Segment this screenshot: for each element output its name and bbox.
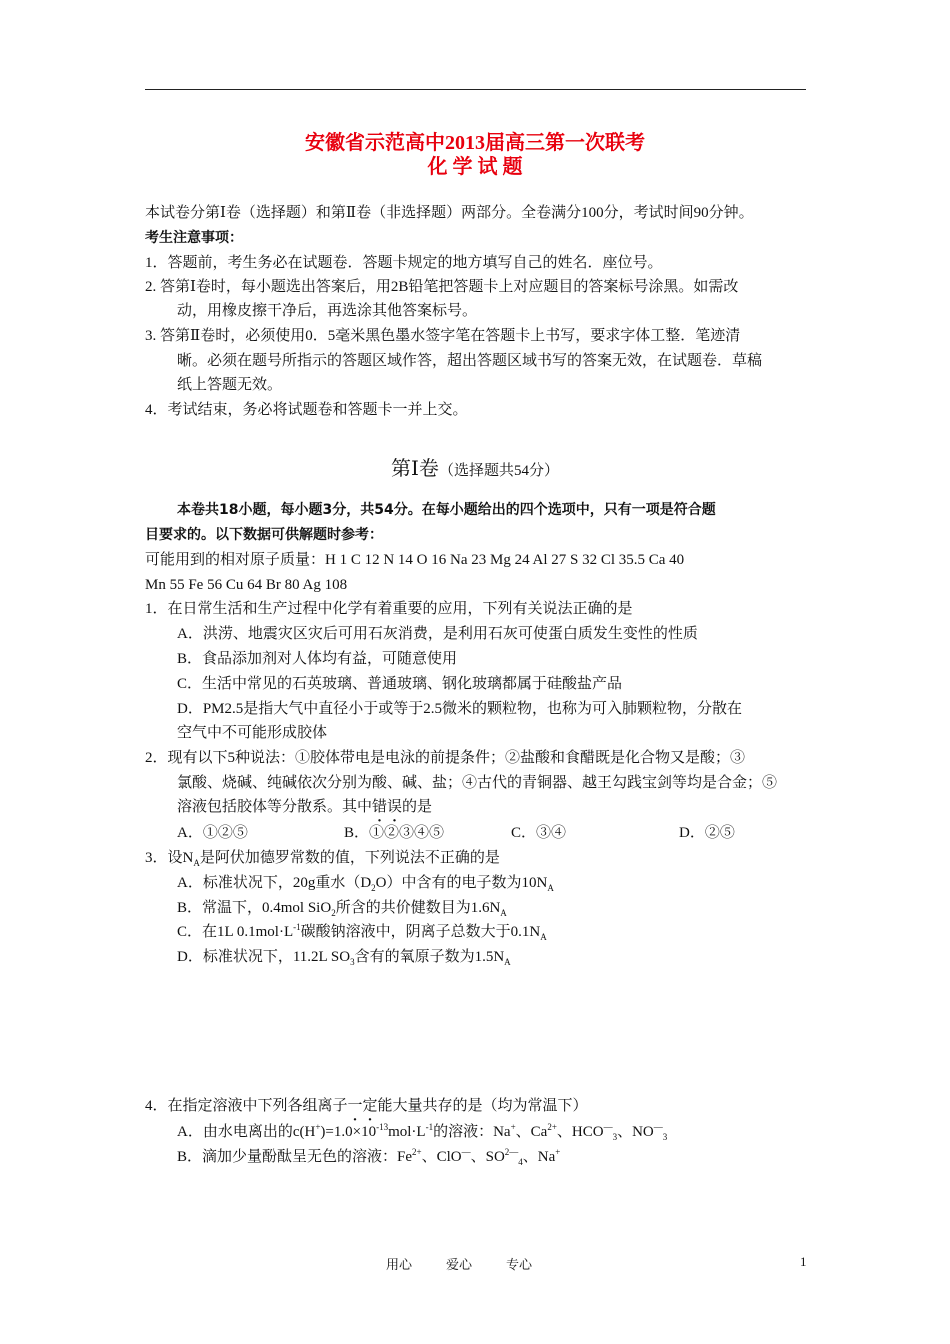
- exam-title: 安徽省示范高中2013届高三第一次联考: [305, 132, 645, 154]
- q4-a-t5: 、Ca: [515, 1124, 548, 1140]
- q2-option-b: B．①②③④⑤: [344, 825, 445, 841]
- q3-a-sub: 2: [371, 883, 376, 893]
- q2-emphasis-2: 误: [387, 799, 403, 815]
- q2-emphasis-1: 错: [372, 799, 388, 815]
- note-1: 1．答题前，考生务必在试题卷．答题卡规定的地方填写自己的姓名．座位号。: [145, 255, 663, 271]
- note-3: 3. 答第Ⅱ卷时，必须使用0．5毫米黑色墨水签字笔在答题卡上书写，要求字体工整．笔迹清: [145, 328, 741, 344]
- q4-option-a: [177, 1122, 667, 1142]
- q3-b-sub2: A: [500, 908, 507, 918]
- page-number: 1: [800, 1254, 807, 1269]
- section-desc-cont: 目要求的。以下数据可供解题时参考：: [145, 527, 383, 543]
- q4-b-b3: 4: [518, 1157, 523, 1167]
- q4-a-s5: 2+: [547, 1122, 557, 1132]
- q3-c-text: C．在1L 0.1mol·L: [177, 924, 294, 940]
- q3-option-d: [177, 947, 511, 967]
- q1-option-c: C．生活中常见的石英玻璃、普通玻璃、钢化玻璃都属于硅酸盐产品: [177, 676, 623, 692]
- q3-d-sub: 3: [350, 957, 355, 967]
- q3-stem-sub: A: [193, 858, 200, 868]
- q4-b-s2: —: [461, 1147, 471, 1157]
- q4-a-s1: +: [315, 1122, 321, 1132]
- q2-stem-cont: 氯酸、烧碱、纯碱依次分别为酸、碱、盐；④古代的青铜器、越王勾践宝剑等均是合金；⑤: [177, 775, 778, 791]
- q4-emphasis-2: 定: [362, 1098, 378, 1114]
- note-4: 4．考试结束，务必将试题卷和答题卡一并上交。: [145, 402, 468, 418]
- q1-option-d-cont: 空气中不可能形成胶体: [177, 725, 328, 741]
- q2-stem-end: [177, 797, 432, 817]
- q1-option-a: A．洪涝、地震灾区灾后可用石灰消费，是利用石灰可使蛋白质发生变性的性质: [177, 626, 698, 642]
- q3-a-sub2: A: [547, 883, 554, 893]
- q2-stem-tail: 的是: [402, 799, 433, 815]
- q4-b-s1: 2+: [412, 1147, 422, 1157]
- q3-b-sub: 2: [331, 908, 336, 918]
- q3-stem-text: 3．设N: [145, 850, 194, 866]
- section-title: [0, 452, 950, 481]
- q2-stem: 2．现有以下5种说法：①胶体带电是电泳的前提条件；②盐酸和食醋既是化合物又是酸；③: [145, 750, 746, 766]
- atomic-masses: 可能用到的相对原子质量：H 1 C 12 N 14 O 16 Na 23 Mg 24 Al 27 S 32 Cl 35.5 Ca 40: [145, 552, 685, 568]
- q4-b-s4: +: [555, 1147, 561, 1157]
- q4-a-t4: 的溶液：Na: [433, 1124, 511, 1140]
- note-3-cont: 晰。必须在题号所指示的答题区域作答，超出答题区域书写的答案无效，在试题卷．草稿: [177, 353, 763, 369]
- atomic-masses-cont: Mn 55 Fe 56 Cu 64 Br 80 Ag 108: [145, 577, 348, 593]
- q4-a-b7: 3: [662, 1132, 668, 1142]
- section-title-main: 第Ⅰ卷: [391, 458, 439, 480]
- q4-emphasis-1: 一: [347, 1098, 363, 1114]
- q1-option-d: D．PM2.5是指大气中直径小于或等于2.5微米的颗粒物，也称为可入肺颗粒物，分散在: [177, 701, 743, 717]
- footer-word-3: 专心: [506, 1257, 533, 1272]
- q2-option-a: A．①②⑤: [177, 825, 248, 841]
- q2-option-c: C．③④: [511, 825, 567, 841]
- q4-a-s7: —: [653, 1122, 663, 1132]
- q4-a-s6: —: [603, 1122, 613, 1132]
- q4-a-t6: 、HCO: [556, 1124, 604, 1140]
- q4-b-s3: 2—: [504, 1147, 519, 1157]
- q3-stem-tail: 是阿伏加德罗常数的值，下列说法不正确的是: [199, 850, 500, 866]
- q4-a-s4: +: [510, 1122, 516, 1132]
- q3-stem: [145, 848, 500, 868]
- q3-d-text2: 含有的氧原子数为1.5N: [354, 949, 505, 965]
- q3-b-text: B．常温下，0.4mol SiO: [177, 900, 332, 916]
- q4-b-t1: B．滴加少量酚酞呈无色的溶液：Fe: [177, 1149, 413, 1165]
- q4-a-s2: -13: [376, 1122, 389, 1132]
- notes-heading: 考生注意事项：: [145, 230, 243, 246]
- q3-a-text: A．标准状况下，20g重水（D: [177, 875, 372, 891]
- section-title-sub: （选择题共54分）: [438, 463, 559, 479]
- q1-stem: 1．在日常生活和生产过程中化学有着重要的应用，下列有关说法正确的是: [145, 601, 633, 617]
- q3-option-c: [177, 922, 547, 942]
- q3-option-a: [177, 873, 554, 893]
- q3-c-sup: -1: [293, 922, 301, 932]
- q2-option-d: D．②⑤: [679, 825, 735, 841]
- q4-a-t1: A．由水电离出的c(H: [177, 1124, 316, 1140]
- q3-c-text2: 碳酸钠溶液中，阴离子总数大于0.1N: [300, 924, 541, 940]
- note-3-cont2: 纸上答题无效。: [177, 377, 283, 393]
- q3-a-text2: O）中含有的电子数为10N: [375, 875, 548, 891]
- q4-b-t4: 、Na: [522, 1149, 556, 1165]
- q4-a-t2: )=1.0×10: [320, 1124, 377, 1140]
- footer-word-1: 用心: [386, 1257, 413, 1272]
- q4-stem: [145, 1096, 588, 1116]
- q3-c-sub2: A: [540, 932, 547, 942]
- q4-a-b6: 3: [612, 1132, 618, 1142]
- q2-stem-text: 溶液包括胶体等分散系。其中: [177, 799, 373, 815]
- section-desc: 本卷共18小题，每小题3分，共54分。在每小题给出的四个选项中，只有一项是符合题: [177, 502, 716, 518]
- header-rule: [145, 89, 806, 90]
- q3-d-text: D．标准状况下，11.2L SO: [177, 949, 351, 965]
- q4-a-s3: -1: [425, 1122, 434, 1132]
- q3-d-sub2: A: [504, 957, 511, 967]
- q3-b-text2: 所含的共价健数目为1.6N: [335, 900, 501, 916]
- q4-b-t2: 、ClO: [421, 1149, 462, 1165]
- q4-stem-text: 4．在指定溶液中下列各组离子: [145, 1098, 348, 1114]
- q4-a-t3: mol·L: [388, 1124, 426, 1140]
- exam-subject: 化 学 试 题: [427, 156, 523, 178]
- footer-word-2: 爱心: [446, 1257, 473, 1272]
- note-2: 2. 答第Ⅰ卷时，每小题选出答案后，用2B铅笔把答题卡上对应题目的答案标号涂黑。如需改: [145, 279, 739, 295]
- q4-b-t3: 、SO: [470, 1149, 505, 1165]
- q1-option-b: B．食品添加剂对人体均有益，可随意使用: [177, 651, 458, 667]
- note-2-cont: 动，用橡皮擦干净后，再选涂其他答案标号。: [177, 303, 478, 319]
- q4-a-t7: 、NO: [617, 1124, 654, 1140]
- q3-option-b: [177, 898, 507, 918]
- intro-text: 本试卷分第Ⅰ卷（选择题）和第Ⅱ卷（非选择题）两部分。全卷满分100分，考试时间90分钟。: [145, 205, 754, 221]
- q4-stem-tail: 能大量共存的是（均为常温下）: [377, 1098, 588, 1114]
- q4-option-b: [177, 1147, 560, 1167]
